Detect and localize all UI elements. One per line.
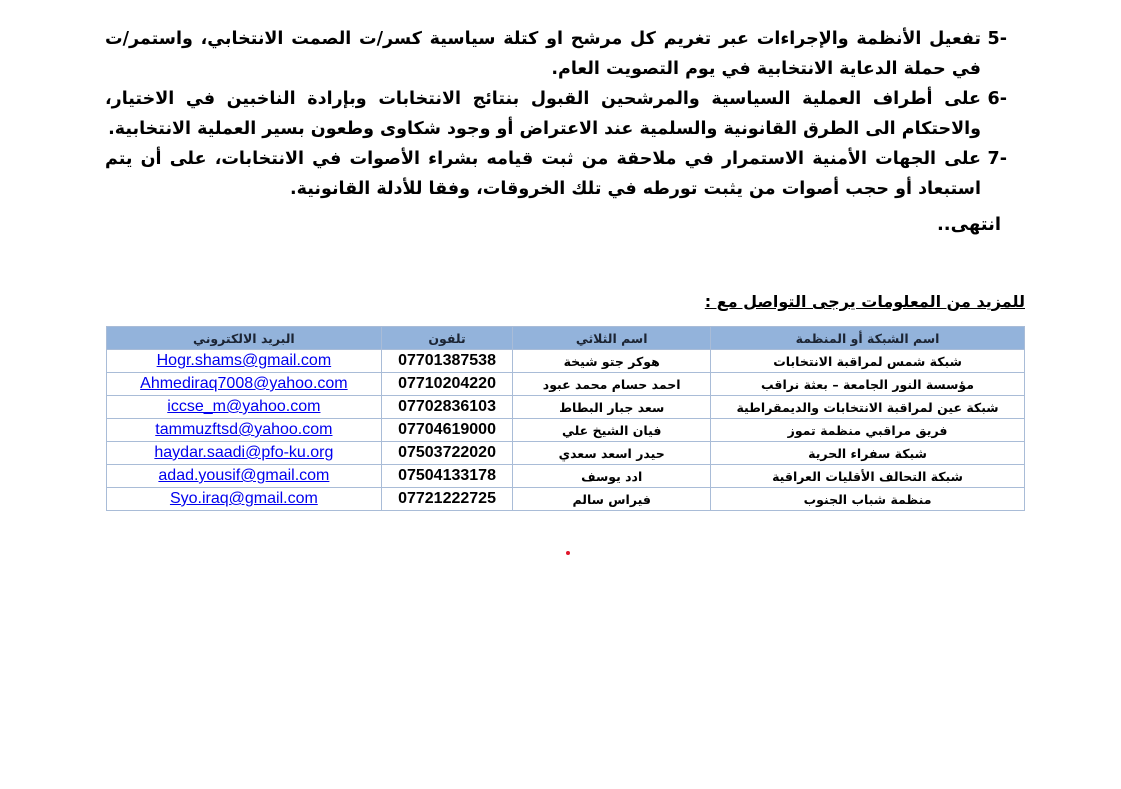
table-row xyxy=(107,350,1025,373)
item-number: 5- xyxy=(987,29,1007,49)
recommendation-item xyxy=(105,84,1007,144)
item-number: 7- xyxy=(987,149,1007,169)
email-link[interactable]: Hogr.shams@gmail.com xyxy=(156,352,332,369)
name-cell: فيان الشيخ علي xyxy=(513,419,711,442)
email-link[interactable]: iccse_m@yahoo.com xyxy=(167,398,321,415)
table-row xyxy=(107,465,1025,488)
phone-cell: 07721222725 xyxy=(381,488,513,511)
name-cell: فيراس سالم xyxy=(513,488,711,511)
phone-cell: 07701387538 xyxy=(381,350,513,373)
email-link[interactable]: adad.yousif@gmail.com xyxy=(158,467,330,484)
email-cell xyxy=(107,396,382,419)
red-dot-mark xyxy=(566,551,570,555)
header-org: اسم الشبكة أو المنظمة xyxy=(711,327,1025,350)
email-link[interactable]: Syo.iraq@gmail.com xyxy=(169,490,318,507)
contacts-table xyxy=(106,326,1025,511)
ending-text: انتهى.. xyxy=(936,214,1001,235)
org-cell: شبكة شمس لمراقبة الانتخابات xyxy=(711,350,1025,373)
org-cell: فريق مراقبي منظمة تموز xyxy=(711,419,1025,442)
email-cell xyxy=(107,350,382,373)
header-phone: تلفون xyxy=(381,327,513,350)
email-link[interactable]: tammuzftsd@yahoo.com xyxy=(155,421,333,438)
org-cell: منظمة شباب الجنوب xyxy=(711,488,1025,511)
phone-cell: 07504133178 xyxy=(381,465,513,488)
header-name: اسم الثلاثي xyxy=(513,327,711,350)
item-text: على الجهات الأمنية الاستمرار في ملاحقة من ثبت قيامه بشراء الأصوات في الانتخابات، على أن يتم استبعاد أو حجب أصوات من يثبت تورطه في تلك الخروقات، وفقا للأدلة القانونية. xyxy=(105,149,981,199)
email-link[interactable]: haydar.saadi@pfo-ku.org xyxy=(154,444,334,461)
phone-cell: 07702836103 xyxy=(381,396,513,419)
contact-heading: للمزيد من المعلومات يرجى التواصل مع : xyxy=(704,292,1025,311)
table-row xyxy=(107,373,1025,396)
org-cell: شبكة التحالف الأقليات العراقية xyxy=(711,465,1025,488)
item-text: على أطراف العملية السياسية والمرشحين القبول بنتائج الانتخابات وبإرادة الناخبين في الاختيار، والاحتكام الى الطرق القانونية والسلمية عند الاعتراض أو وجود شكاوى وطعون بسير العملية الانتخابية. xyxy=(105,89,981,139)
org-cell: مؤسسة النور الجامعة – بعثة نراقب xyxy=(711,373,1025,396)
name-cell: حيدر اسعد سعدي xyxy=(513,442,711,465)
email-cell xyxy=(107,465,382,488)
name-cell: هوكر جتو شيخة xyxy=(513,350,711,373)
phone-cell: 07704619000 xyxy=(381,419,513,442)
name-cell: احمد حسام محمد عبود xyxy=(513,373,711,396)
email-cell xyxy=(107,488,382,511)
email-cell xyxy=(107,373,382,396)
table-row xyxy=(107,488,1025,511)
org-cell: شبكة سفراء الحرية xyxy=(711,442,1025,465)
item-text: تفعيل الأنظمة والإجراءات عبر تغريم كل مرشح او كتلة سياسية كسر/ت الصمت الانتخابي، واستمر/ت في حملة الدعاية الانتخابية في يوم التصويت العام. xyxy=(105,29,981,79)
phone-cell: 07710204220 xyxy=(381,373,513,396)
phone-cell: 07503722020 xyxy=(381,442,513,465)
item-number: 6- xyxy=(987,89,1007,109)
email-cell xyxy=(107,442,382,465)
recommendation-item xyxy=(105,24,1007,84)
recommendations-list xyxy=(105,24,1007,204)
table-row xyxy=(107,419,1025,442)
email-cell xyxy=(107,419,382,442)
name-cell: ادد يوسف xyxy=(513,465,711,488)
name-cell: سعد جبار البطاط xyxy=(513,396,711,419)
email-link[interactable]: Ahmediraq7008@yahoo.com xyxy=(140,375,348,392)
table-row xyxy=(107,442,1025,465)
recommendation-item xyxy=(105,144,1007,204)
header-email: البريد الالكتروني xyxy=(107,327,382,350)
org-cell: شبكة عين لمراقبة الانتخابات والديمقراطية xyxy=(711,396,1025,419)
table-row xyxy=(107,396,1025,419)
table-header-row xyxy=(107,327,1025,350)
